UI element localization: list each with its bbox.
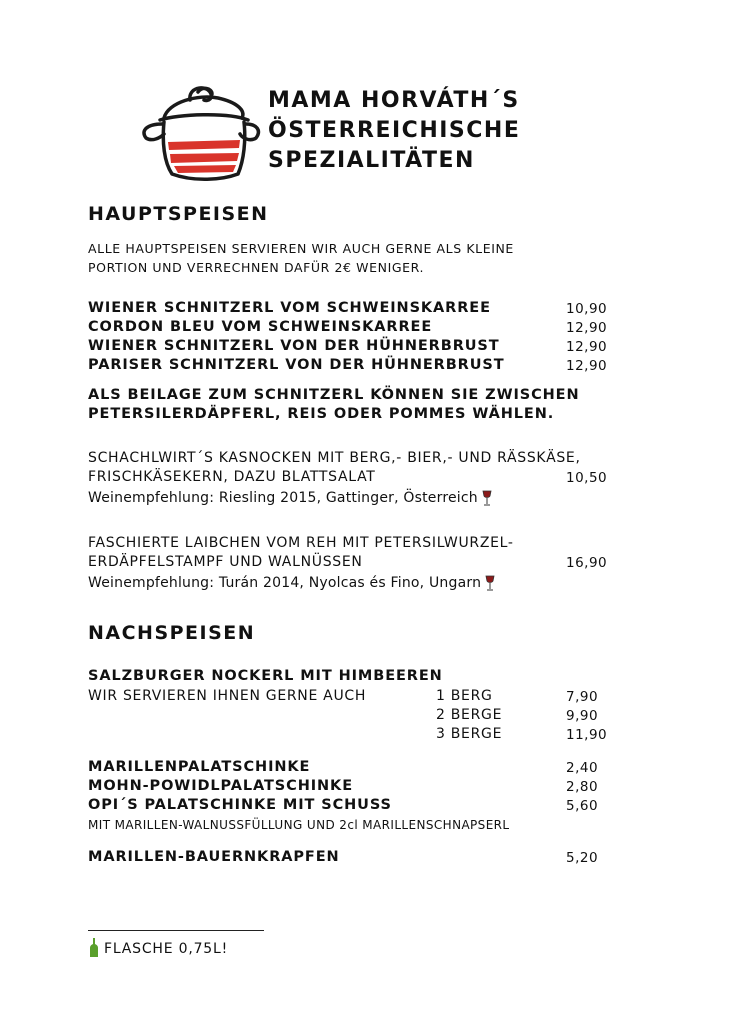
section-title-hauptspeisen: HAUPTSPEISEN (88, 203, 269, 225)
brand-line-3: SPEZIALITÄTEN (268, 148, 475, 173)
menu-item-name: WIENER SCHNITZERL VOM SCHWEINSKARREE (88, 300, 491, 316)
brand-line-1: MAMA HORVÁTH´S (268, 88, 520, 113)
kasnocken-price: 10,50 (566, 470, 608, 486)
kasnocken-line-1: SCHACHLWIRT´S KASNOCKEN MIT BERG,- BIER,- UND RÄSSKÄSE, (88, 450, 581, 466)
menu-item-name: CORDON BLEU VOM SCHWEINSKARREE (88, 319, 433, 335)
berg-option-price: 11,90 (566, 727, 608, 743)
krapfen-name: MARILLEN-BAUERNKRAPFEN (88, 849, 340, 865)
schuss-note: MIT MARILLEN-WALNUSSFÜLLUNG UND 2cl MARILLENSCHNAPSERL (88, 818, 510, 832)
beilage-line-2: PETERSILERDÄPFERL, REIS ODER POMMES WÄHLEN. (88, 406, 555, 422)
menu-item-price: 10,90 (566, 301, 608, 317)
wine-glass-icon (485, 575, 495, 591)
cooking-pot-icon (138, 84, 263, 184)
hauptspeisen-note-line-2: PORTION UND VERRECHNEN DAFÜR 2€ WENIGER. (88, 260, 425, 275)
laibchen-line-1: FASCHIERTE LAIBCHEN VOM REH MIT PETERSILWURZEL- (88, 535, 514, 551)
berg-option-label: 3 BERGE (436, 726, 503, 742)
wine-recommendation-text: Weinempfehlung: Turán 2014, Nyolcas és Fino, Ungarn (88, 575, 482, 591)
menu-item-name: WIENER SCHNITZERL VON DER HÜHNERBRUST (88, 338, 500, 354)
berg-option-price: 7,90 (566, 689, 599, 705)
menu-item-name: PARISER SCHNITZERL VON DER HÜHNERBRUST (88, 357, 505, 373)
nockerl-title: SALZBURGER NOCKERL MIT HIMBEEREN (88, 668, 443, 684)
menu-item-price: 12,90 (566, 358, 608, 374)
menu-item-price: 12,90 (566, 320, 608, 336)
brand-line-2: ÖSTERREICHISCHE (268, 118, 521, 143)
menu-item-price: 12,90 (566, 339, 608, 355)
kasnocken-line-2: FRISCHKÄSEKERN, DAZU BLATTSALAT (88, 469, 376, 485)
wine-recommendation-text: Weinempfehlung: Riesling 2015, Gattinger, Österreich (88, 490, 478, 506)
laibchen-price: 16,90 (566, 555, 608, 571)
menu-item-name: MOHN-POWIDLPALATSCHINKE (88, 778, 353, 794)
berg-option-price: 9,90 (566, 708, 599, 724)
nockerl-note: WIR SERVIEREN IHNEN GERNE AUCH (88, 688, 367, 704)
footnote-text: FLASCHE 0,75L! (104, 941, 229, 957)
menu-item-name: MARILLENPALATSCHINKE (88, 759, 311, 775)
berg-option-label: 2 BERGE (436, 707, 503, 723)
menu-item-price: 2,40 (566, 760, 599, 776)
wine-recommendation (88, 490, 492, 506)
menu-item-price: 5,60 (566, 798, 599, 814)
berg-option-label: 1 BERG (436, 688, 493, 704)
bottle-icon (90, 938, 98, 958)
footnote-divider (88, 930, 264, 931)
krapfen-price: 5,20 (566, 850, 599, 866)
wine-glass-icon (482, 490, 492, 506)
hauptspeisen-note-line-1: ALLE HAUPTSPEISEN SERVIEREN WIR AUCH GERNE ALS KLEINE (88, 241, 514, 256)
menu-item-price: 2,80 (566, 779, 599, 795)
beilage-line-1: ALS BEILAGE ZUM SCHNITZERL KÖNNEN SIE ZWISCHEN (88, 387, 580, 403)
laibchen-line-2: ERDÄPFELSTAMPF UND WALNÜSSEN (88, 554, 363, 570)
menu-item-name: OPI´S PALATSCHINKE MIT SCHUSS (88, 797, 392, 813)
wine-recommendation (88, 575, 495, 591)
section-title-nachspeisen: NACHSPEISEN (88, 622, 256, 644)
